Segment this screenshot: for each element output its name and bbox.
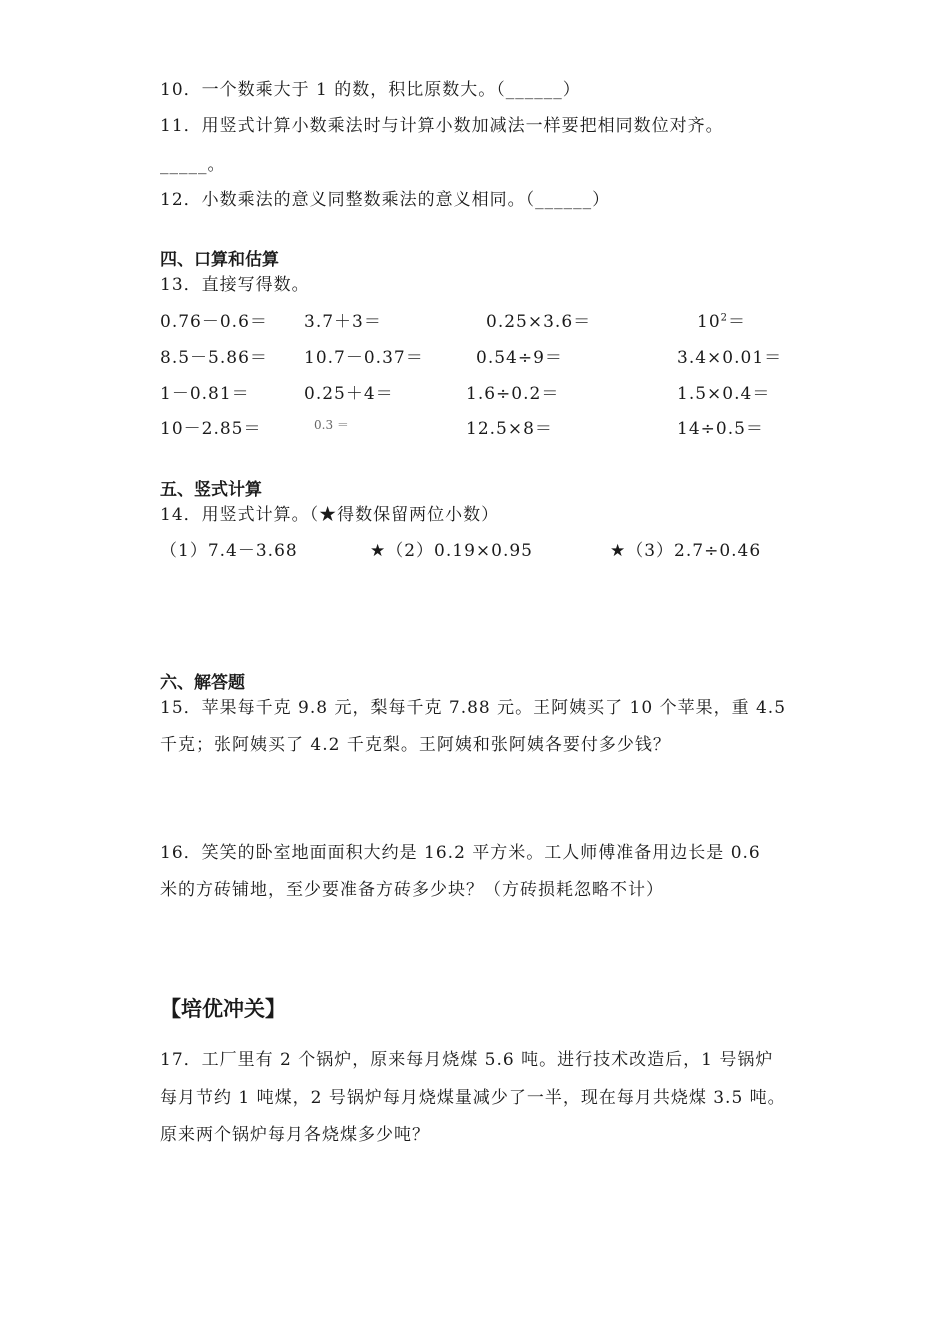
power-base: 10 xyxy=(697,312,721,332)
calc-r4-c1: 10－2.85＝ xyxy=(160,419,262,439)
section-5-title: 五、竖式计算 xyxy=(160,480,262,500)
calc-r4-c3: 12.5×8＝ xyxy=(466,419,553,439)
question-14: 14．用竖式计算。（★得数保留两位小数） xyxy=(160,505,500,525)
calc-r3-c1: 1－0.81＝ xyxy=(160,384,250,404)
question-11-line2: _____。 xyxy=(160,155,226,175)
section-7-title: 【培优冲关】 xyxy=(160,997,286,1021)
question-12: 12．小数乘法的意义同整数乘法的意义相同。（______） xyxy=(160,190,611,210)
calc-r3-c3: 1.6÷0.2＝ xyxy=(466,384,560,404)
calc-r1-c3: 0.25×3.6＝ xyxy=(486,312,592,332)
question-17-line1: 17．工厂里有 2 个锅炉，原来每月烧煤 5.6 吨。进行技术改造后，1 号锅炉 xyxy=(160,1050,774,1070)
vertical-calc-3: ★（3）2.7÷0.46 xyxy=(610,541,762,561)
vertical-calc-2: ★（2）0.19×0.95 xyxy=(370,541,534,561)
power-exponent: 2 xyxy=(720,312,729,324)
calc-r3-c2: 0.25＋4＝ xyxy=(304,384,394,404)
question-16-line1: 16．笑笑的卧室地面面积大约是 16.2 平方米。工人师傅准备用边长是 0.6 xyxy=(160,843,761,863)
calc-r4-c4: 14÷0.5＝ xyxy=(677,419,764,439)
question-17-line3: 原来两个锅炉每月各烧煤多少吨？ xyxy=(160,1125,430,1145)
calc-r1-c2: 3.7＋3＝ xyxy=(304,312,382,332)
calc-r2-c3: 0.54÷9＝ xyxy=(476,348,563,368)
question-15-line1: 15．苹果每千克 9.8 元，梨每千克 7.88 元。王阿姨买了 10 个苹果，重 4.5 xyxy=(160,698,787,718)
question-16-line2: 米的方砖铺地，至少要准备方砖多少块？（方砖损耗忽略不计） xyxy=(160,880,664,900)
calc-r1-c1: 0.76－0.6＝ xyxy=(160,312,268,332)
section-6-title: 六、解答题 xyxy=(160,673,245,693)
calc-r2-c2: 10.7－0.37＝ xyxy=(304,348,424,368)
calc-r4-c2: 0.3 ＝ xyxy=(314,418,349,432)
question-17-line2: 每月节约 1 吨煤，2 号锅炉每月烧煤量减少了一半，现在每月共烧煤 3.5 吨。 xyxy=(160,1088,786,1108)
calc-r2-c1: 8.5－5.86＝ xyxy=(160,348,268,368)
calc-r2-c4: 3.4×0.01＝ xyxy=(677,348,783,368)
question-15-line2: 千克；张阿姨买了 4.2 千克梨。王阿姨和张阿姨各要付多少钱？ xyxy=(160,735,671,755)
question-11-line1: 11．用竖式计算小数乘法时与计算小数加减法一样要把相同数位对齐。 xyxy=(160,116,724,136)
question-10: 10．一个数乘大于 1 的数，积比原数大。（______） xyxy=(160,80,581,100)
question-13: 13．直接写得数。 xyxy=(160,275,310,295)
vertical-calc-1: （1）7.4－3.68 xyxy=(160,541,298,561)
power-equals: ＝ xyxy=(728,312,747,332)
calc-r3-c4: 1.5×0.4＝ xyxy=(677,384,771,404)
section-4-title: 四、口算和估算 xyxy=(160,250,279,270)
calc-r1-c4 xyxy=(697,307,746,332)
